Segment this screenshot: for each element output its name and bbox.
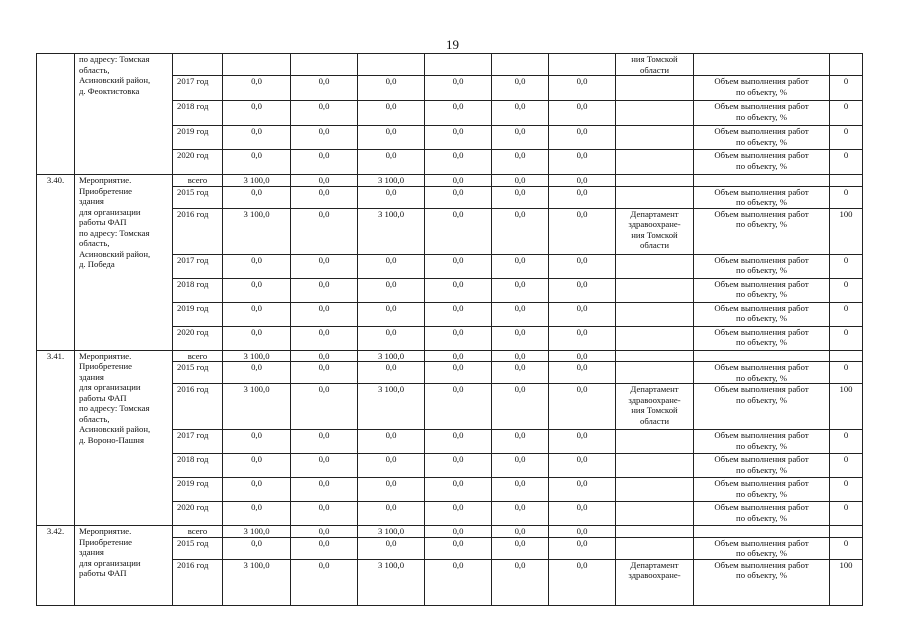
value-cell: 0,0: [291, 254, 358, 278]
value-cell: 0,0: [549, 502, 616, 526]
value-cell: 0,0: [358, 254, 425, 278]
value-cell: 0,0: [358, 278, 425, 302]
value-cell: 3 100,0: [358, 350, 425, 362]
value-cell: 0,0: [549, 126, 616, 150]
year-cell: 2016 год: [173, 384, 223, 430]
department-cell: [616, 454, 694, 478]
indicator-cell: Объем выполнения работ по объекту, %: [694, 384, 830, 430]
value-cell: 0,0: [492, 278, 549, 302]
value-cell: 0,0: [358, 126, 425, 150]
position-number: 3.41.: [37, 350, 75, 526]
value-cell: 3 100,0: [223, 526, 291, 538]
value-cell: 0,0: [549, 175, 616, 187]
year-cell: 2015 год: [173, 362, 223, 384]
value-cell: 0,0: [291, 150, 358, 175]
value-cell: 3 100,0: [223, 384, 291, 430]
year-cell: 2019 год: [173, 478, 223, 502]
value-cell: 0,0: [425, 502, 492, 526]
target-value-cell: [830, 175, 863, 187]
indicator-cell: Объем выполнения работ по объекту, %: [694, 478, 830, 502]
target-value-cell: 0: [830, 278, 863, 302]
value-cell: 0,0: [425, 478, 492, 502]
year-cell: 2018 год: [173, 101, 223, 126]
value-cell: 0,0: [358, 478, 425, 502]
value-cell: 0,0: [425, 454, 492, 478]
year-cell: 2020 год: [173, 150, 223, 175]
value-cell: 0,0: [223, 76, 291, 101]
department-cell: Департамент здравоохране- ния Томской области: [616, 384, 694, 430]
table-row: [37, 526, 863, 538]
year-cell: 2019 год: [173, 126, 223, 150]
value-cell: 0,0: [492, 350, 549, 362]
department-cell: [616, 350, 694, 362]
value-cell: 0,0: [492, 208, 549, 254]
value-cell: 0,0: [425, 350, 492, 362]
department-cell: [616, 186, 694, 208]
budget-table: [36, 53, 863, 606]
value-cell: 3 100,0: [358, 384, 425, 430]
value-cell: 0,0: [358, 430, 425, 454]
department-cell: [616, 126, 694, 150]
value-cell: 0,0: [358, 362, 425, 384]
value-cell: 0,0: [223, 278, 291, 302]
year-cell: всего: [173, 526, 223, 538]
empty-cell: [830, 54, 863, 76]
position-number: 3.40.: [37, 175, 75, 351]
indicator-cell: Объем выполнения работ по объекту, %: [694, 101, 830, 126]
department-cell: [616, 254, 694, 278]
value-cell: 0,0: [492, 254, 549, 278]
department-cell: [616, 478, 694, 502]
value-cell: 0,0: [291, 454, 358, 478]
description-cell: по адресу: Томская область, Асиновский район, д. Феоктистовка: [75, 54, 173, 175]
value-cell: 0,0: [425, 326, 492, 350]
target-value-cell: 0: [830, 502, 863, 526]
value-cell: 0,0: [492, 478, 549, 502]
value-cell: 0,0: [425, 175, 492, 187]
value-cell: 0,0: [425, 208, 492, 254]
department-cell: [616, 302, 694, 326]
year-cell: 2015 год: [173, 186, 223, 208]
table-row: [37, 350, 863, 362]
value-cell: 0,0: [549, 430, 616, 454]
value-cell: 0,0: [291, 101, 358, 126]
department-cell: [616, 526, 694, 538]
value-cell: 0,0: [291, 430, 358, 454]
value-cell: 0,0: [425, 278, 492, 302]
value-cell: 0,0: [492, 150, 549, 175]
department-cell: [616, 150, 694, 175]
value-cell: 0,0: [549, 478, 616, 502]
value-cell: 0,0: [358, 101, 425, 126]
value-cell: 0,0: [358, 454, 425, 478]
indicator-cell: Объем выполнения работ по объекту, %: [694, 559, 830, 605]
value-cell: 0,0: [358, 302, 425, 326]
empty-cell: [492, 54, 549, 76]
value-cell: 3 100,0: [223, 350, 291, 362]
year-cell: 2016 год: [173, 208, 223, 254]
department-cell: [616, 101, 694, 126]
indicator-cell: Объем выполнения работ по объекту, %: [694, 502, 830, 526]
value-cell: 0,0: [549, 186, 616, 208]
value-cell: 0,0: [223, 186, 291, 208]
value-cell: 0,0: [291, 278, 358, 302]
year-cell: 2017 год: [173, 76, 223, 101]
value-cell: 0,0: [291, 537, 358, 559]
indicator-cell: Объем выполнения работ по объекту, %: [694, 254, 830, 278]
value-cell: 0,0: [492, 430, 549, 454]
year-cell: 2018 год: [173, 278, 223, 302]
value-cell: 0,0: [291, 126, 358, 150]
department-cell: Департамент здравоохране-: [616, 559, 694, 605]
value-cell: 0,0: [492, 326, 549, 350]
position-cell: [37, 54, 75, 175]
value-cell: 0,0: [549, 362, 616, 384]
year-cell: 2017 год: [173, 430, 223, 454]
value-cell: 0,0: [358, 537, 425, 559]
department-cell: [616, 430, 694, 454]
target-value-cell: 0: [830, 430, 863, 454]
target-value-cell: [830, 350, 863, 362]
year-cell: 2015 год: [173, 537, 223, 559]
target-value-cell: 0: [830, 126, 863, 150]
value-cell: 0,0: [549, 208, 616, 254]
value-cell: 0,0: [223, 362, 291, 384]
value-cell: 3 100,0: [223, 208, 291, 254]
value-cell: 0,0: [425, 76, 492, 101]
value-cell: 3 100,0: [358, 559, 425, 605]
table-row: [37, 54, 863, 76]
value-cell: 0,0: [492, 362, 549, 384]
value-cell: 0,0: [549, 454, 616, 478]
value-cell: 0,0: [223, 430, 291, 454]
value-cell: 0,0: [291, 208, 358, 254]
empty-cell: [223, 54, 291, 76]
value-cell: 0,0: [549, 150, 616, 175]
indicator-cell: [694, 526, 830, 538]
value-cell: 0,0: [549, 254, 616, 278]
value-cell: 0,0: [492, 502, 549, 526]
value-cell: 3 100,0: [358, 526, 425, 538]
indicator-cell: Объем выполнения работ по объекту, %: [694, 186, 830, 208]
department-cell: ния Томской области: [616, 54, 694, 76]
year-cell: 2016 год: [173, 559, 223, 605]
target-value-cell: 100: [830, 559, 863, 605]
value-cell: 0,0: [291, 384, 358, 430]
indicator-cell: Объем выполнения работ по объекту, %: [694, 362, 830, 384]
value-cell: 0,0: [291, 175, 358, 187]
target-value-cell: 0: [830, 76, 863, 101]
page-number: 19: [446, 37, 459, 52]
value-cell: 0,0: [223, 254, 291, 278]
value-cell: 0,0: [223, 101, 291, 126]
target-value-cell: 0: [830, 362, 863, 384]
value-cell: 0,0: [358, 150, 425, 175]
department-cell: [616, 537, 694, 559]
year-cell: 2018 год: [173, 454, 223, 478]
target-value-cell: 0: [830, 302, 863, 326]
value-cell: 0,0: [425, 430, 492, 454]
value-cell: 0,0: [549, 384, 616, 430]
value-cell: 0,0: [425, 384, 492, 430]
target-value-cell: 0: [830, 326, 863, 350]
department-cell: [616, 326, 694, 350]
year-cell: 2019 год: [173, 302, 223, 326]
value-cell: 0,0: [223, 326, 291, 350]
position-number: 3.42.: [37, 526, 75, 606]
empty-cell: [358, 54, 425, 76]
value-cell: 0,0: [291, 362, 358, 384]
value-cell: 0,0: [291, 350, 358, 362]
indicator-cell: Объем выполнения работ по объекту, %: [694, 302, 830, 326]
value-cell: 0,0: [549, 326, 616, 350]
indicator-cell: Объем выполнения работ по объекту, %: [694, 76, 830, 101]
value-cell: 0,0: [291, 186, 358, 208]
description-cell: Мероприятие. Приобретение здания для организации работы ФАП: [75, 526, 173, 606]
value-cell: 0,0: [492, 175, 549, 187]
department-cell: [616, 175, 694, 187]
department-cell: [616, 362, 694, 384]
indicator-cell: [694, 175, 830, 187]
indicator-cell: Объем выполнения работ по объекту, %: [694, 126, 830, 150]
target-value-cell: [830, 526, 863, 538]
target-value-cell: 0: [830, 254, 863, 278]
value-cell: 3 100,0: [358, 175, 425, 187]
value-cell: 0,0: [549, 302, 616, 326]
department-cell: Департамент здравоохране- ния Томской области: [616, 208, 694, 254]
year-cell: всего: [173, 175, 223, 187]
value-cell: 0,0: [425, 559, 492, 605]
year-cell: всего: [173, 350, 223, 362]
value-cell: 0,0: [358, 502, 425, 526]
value-cell: 0,0: [549, 350, 616, 362]
value-cell: 0,0: [358, 326, 425, 350]
year-cell: 2020 год: [173, 326, 223, 350]
indicator-cell: [694, 350, 830, 362]
value-cell: 0,0: [492, 76, 549, 101]
empty-cell: [425, 54, 492, 76]
value-cell: 0,0: [425, 101, 492, 126]
table-row: [37, 175, 863, 187]
indicator-cell: Объем выполнения работ по объекту, %: [694, 326, 830, 350]
value-cell: 0,0: [425, 254, 492, 278]
empty-cell: [291, 54, 358, 76]
value-cell: 0,0: [492, 559, 549, 605]
target-value-cell: 0: [830, 186, 863, 208]
empty-cell: [549, 54, 616, 76]
value-cell: 0,0: [291, 478, 358, 502]
value-cell: 0,0: [425, 302, 492, 326]
value-cell: 3 100,0: [358, 208, 425, 254]
value-cell: 3 100,0: [223, 175, 291, 187]
year-cell: 2020 год: [173, 502, 223, 526]
value-cell: 0,0: [492, 101, 549, 126]
value-cell: 0,0: [492, 186, 549, 208]
value-cell: 0,0: [358, 76, 425, 101]
indicator-cell: Объем выполнения работ по объекту, %: [694, 454, 830, 478]
value-cell: 0,0: [223, 302, 291, 326]
indicator-cell: Объем выполнения работ по объекту, %: [694, 278, 830, 302]
indicator-cell: Объем выполнения работ по объекту, %: [694, 150, 830, 175]
target-value-cell: 0: [830, 454, 863, 478]
value-cell: 0,0: [549, 526, 616, 538]
value-cell: 0,0: [425, 537, 492, 559]
value-cell: 0,0: [291, 326, 358, 350]
value-cell: 0,0: [549, 101, 616, 126]
empty-cell: [173, 54, 223, 76]
target-value-cell: 0: [830, 478, 863, 502]
value-cell: 0,0: [425, 362, 492, 384]
department-cell: [616, 76, 694, 101]
year-cell: 2017 год: [173, 254, 223, 278]
value-cell: 3 100,0: [223, 559, 291, 605]
department-cell: [616, 278, 694, 302]
description-cell: Мероприятие. Приобретение здания для организации работы ФАП по адресу: Томская область, Асиновский район, д. Победа: [75, 175, 173, 351]
target-value-cell: 0: [830, 537, 863, 559]
value-cell: 0,0: [223, 150, 291, 175]
value-cell: 0,0: [425, 186, 492, 208]
value-cell: 0,0: [492, 537, 549, 559]
value-cell: 0,0: [425, 526, 492, 538]
value-cell: 0,0: [223, 454, 291, 478]
value-cell: 0,0: [549, 76, 616, 101]
value-cell: 0,0: [291, 559, 358, 605]
indicator-cell: Объем выполнения работ по объекту, %: [694, 537, 830, 559]
target-value-cell: 100: [830, 384, 863, 430]
value-cell: 0,0: [291, 76, 358, 101]
description-cell: Мероприятие. Приобретение здания для организации работы ФАП по адресу: Томская область, Асиновский район, д. Вороно-Пашня: [75, 350, 173, 526]
department-cell: [616, 502, 694, 526]
value-cell: 0,0: [291, 502, 358, 526]
target-value-cell: 0: [830, 101, 863, 126]
value-cell: 0,0: [425, 126, 492, 150]
value-cell: 0,0: [549, 278, 616, 302]
value-cell: 0,0: [492, 302, 549, 326]
value-cell: 0,0: [492, 126, 549, 150]
indicator-cell: Объем выполнения работ по объекту, %: [694, 208, 830, 254]
value-cell: 0,0: [223, 502, 291, 526]
value-cell: 0,0: [358, 186, 425, 208]
value-cell: 0,0: [291, 302, 358, 326]
value-cell: 0,0: [492, 384, 549, 430]
value-cell: 0,0: [223, 478, 291, 502]
value-cell: 0,0: [492, 526, 549, 538]
target-value-cell: 100: [830, 208, 863, 254]
value-cell: 0,0: [492, 454, 549, 478]
value-cell: 0,0: [549, 537, 616, 559]
value-cell: 0,0: [223, 537, 291, 559]
target-value-cell: 0: [830, 150, 863, 175]
value-cell: 0,0: [223, 126, 291, 150]
value-cell: 0,0: [549, 559, 616, 605]
value-cell: 0,0: [291, 526, 358, 538]
empty-cell: [694, 54, 830, 76]
indicator-cell: Объем выполнения работ по объекту, %: [694, 430, 830, 454]
value-cell: 0,0: [425, 150, 492, 175]
